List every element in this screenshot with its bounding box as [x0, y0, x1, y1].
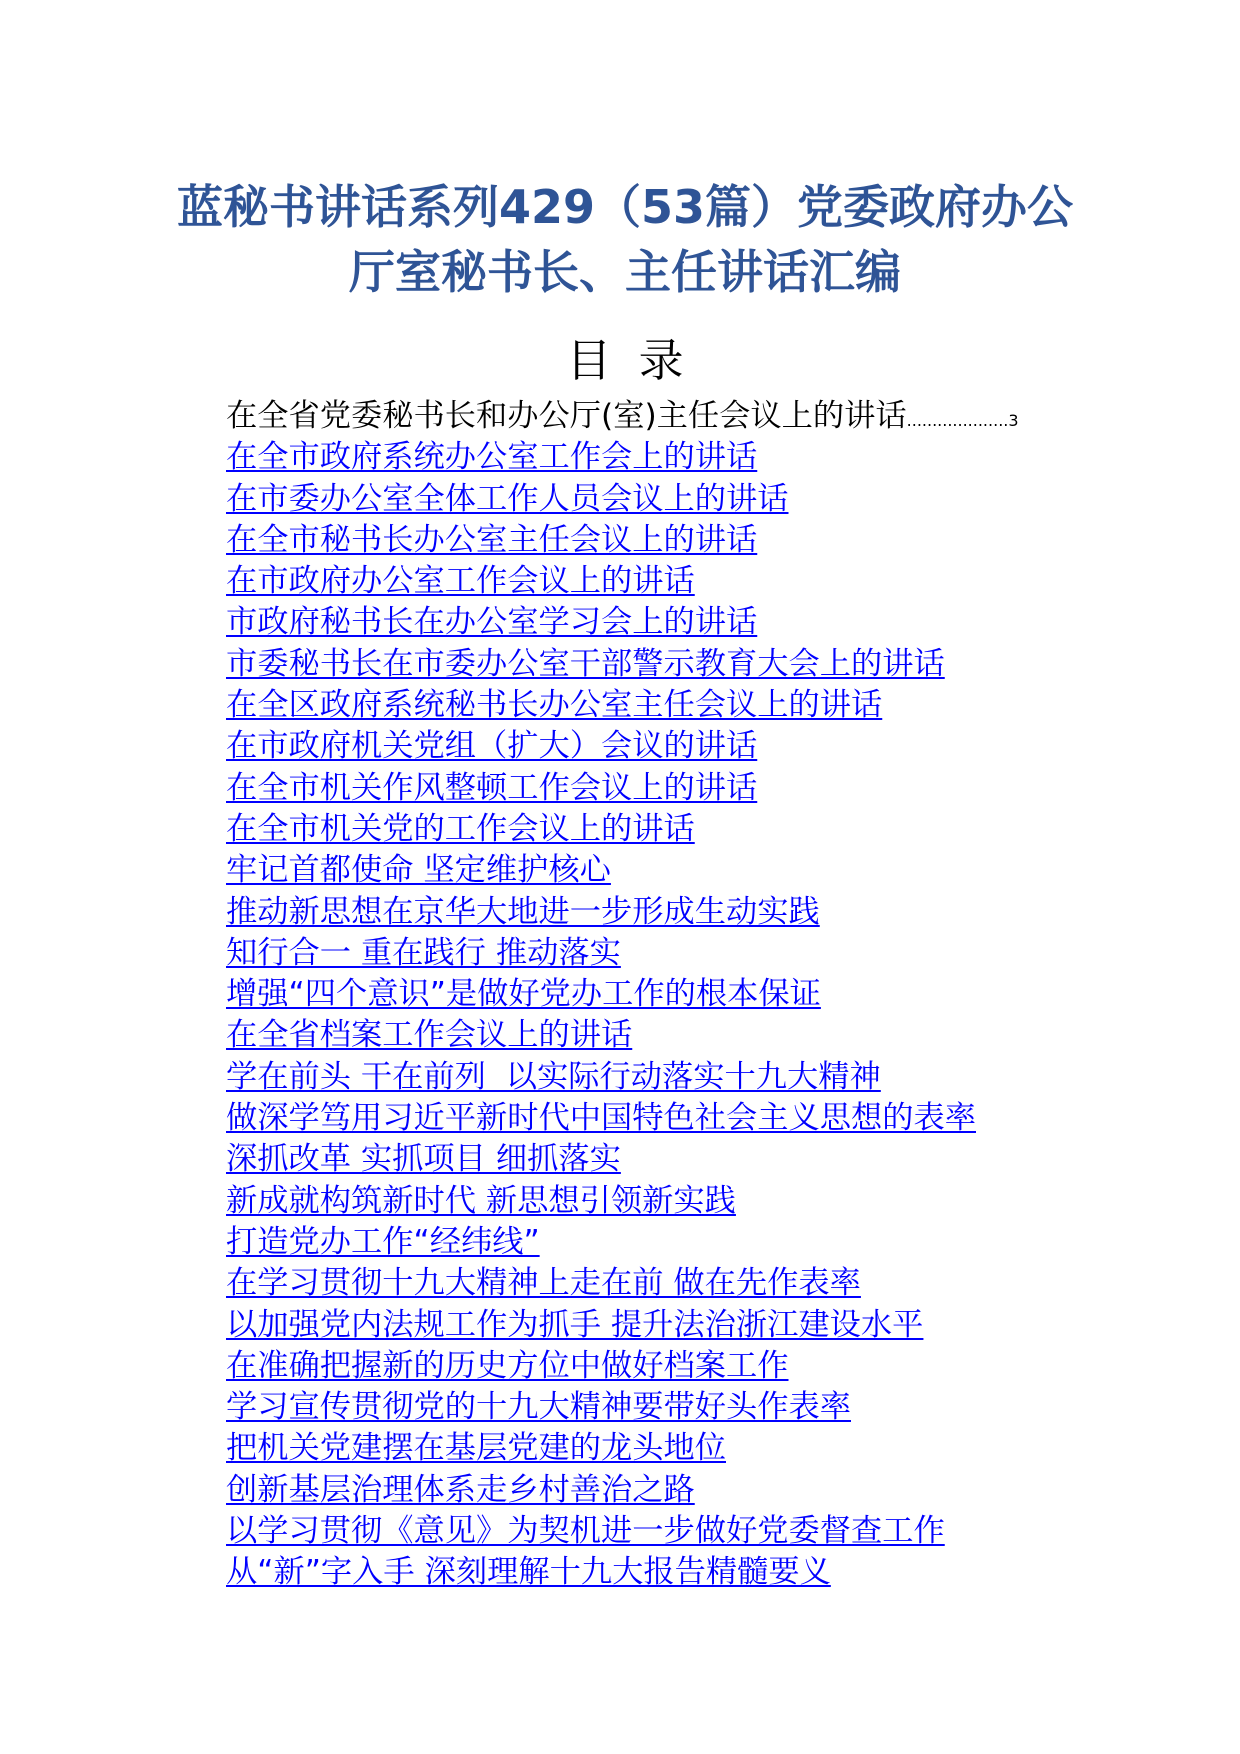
toc-entry-text: 在全省党委秘书长和办公厅(室)主任会议上的讲话 [226, 398, 907, 434]
toc-link[interactable]: 牢记首都使命 坚定维护核心 [226, 852, 611, 889]
toc-link[interactable]: 新成就构筑新时代 新思想引领新实践 [226, 1182, 736, 1219]
toc-link[interactable]: 深抓改革 实抓项目 细抓落实 [226, 1141, 621, 1178]
toc-link[interactable]: 推动新思想在京华大地进一步形成生动实践 [226, 893, 820, 930]
toc-link[interactable]: 在全省档案工作会议上的讲话 [226, 1017, 633, 1054]
toc-item [226, 809, 1226, 850]
toc-dot-leader: .................... [906, 411, 1009, 430]
toc-link[interactable]: 市政府秘书长在办公室学习会上的讲话 [226, 604, 758, 641]
toc-item [226, 892, 1226, 933]
toc-item [226, 437, 1226, 478]
toc-link[interactable]: 学习宣传贯彻党的十九大精神要带好头作表率 [226, 1389, 851, 1426]
toc-item [226, 1552, 1226, 1593]
toc-item [226, 1263, 1226, 1304]
document-title-line-2: 厅室秘书长、主任讲话汇编 [349, 245, 901, 299]
toc-item [226, 1346, 1226, 1387]
toc-link[interactable]: 创新基层治理体系走乡村善治之路 [226, 1471, 695, 1508]
toc-entry-with-page [226, 396, 1226, 437]
toc-link[interactable]: 增强“四个意识”是做好党办工作的根本保证 [226, 976, 821, 1013]
toc-item [226, 1181, 1226, 1222]
toc-item [226, 768, 1226, 809]
toc-link[interactable]: 在准确把握新的历史方位中做好档案工作 [226, 1347, 789, 1384]
toc-item [226, 1470, 1226, 1511]
toc-page-number: 3 [1008, 411, 1019, 430]
toc-item [226, 602, 1226, 643]
toc-item [226, 1511, 1226, 1552]
toc-item [226, 726, 1226, 767]
toc-item [226, 1057, 1226, 1098]
document-title [125, 175, 1125, 305]
toc-link[interactable]: 市委秘书长在市委办公室干部警示教育大会上的讲话 [226, 645, 945, 682]
toc-item [226, 685, 1226, 726]
toc-item [226, 479, 1226, 520]
toc-link[interactable]: 在学习贯彻十九大精神上走在前 做在先作表率 [226, 1265, 861, 1302]
toc-item [226, 1305, 1226, 1346]
toc-link[interactable]: 在全市政府系统办公室工作会上的讲话 [226, 439, 758, 476]
toc-link[interactable]: 在全区政府系统秘书长办公室主任会议上的讲话 [226, 687, 883, 724]
toc-item [226, 1428, 1226, 1469]
toc-item [226, 1139, 1226, 1180]
toc-link[interactable]: 把机关党建摆在基层党建的龙头地位 [226, 1430, 726, 1467]
toc-link[interactable]: 在市政府机关党组（扩大）会议的讲话 [226, 728, 758, 765]
toc-link[interactable]: 在全市机关党的工作会议上的讲话 [226, 810, 695, 847]
toc-link[interactable]: 在全市秘书长办公室主任会议上的讲话 [226, 521, 758, 558]
toc-link[interactable]: 做深学笃用习近平新时代中国特色社会主义思想的表率 [226, 1100, 976, 1137]
toc-item [226, 850, 1226, 891]
toc-link[interactable]: 以学习贯彻《意见》为契机进一步做好党委督查工作 [226, 1513, 945, 1550]
toc-item [226, 974, 1226, 1015]
toc-link[interactable]: 以加强党内法规工作为抓手 提升法治浙江建设水平 [226, 1306, 924, 1343]
toc-item [226, 933, 1226, 974]
toc-link[interactable]: 在全市机关作风整顿工作会议上的讲话 [226, 769, 758, 806]
toc-heading: 目 录 [566, 334, 684, 387]
toc-item [226, 561, 1226, 602]
toc-link[interactable]: 在市政府办公室工作会议上的讲话 [226, 563, 695, 600]
toc-item [226, 1222, 1226, 1263]
toc-link[interactable]: 知行合一 重在践行 推动落实 [226, 934, 621, 971]
toc-link[interactable]: 学在前头 干在前列 以实际行动落实十九大精神 [226, 1058, 881, 1095]
toc-link[interactable]: 在市委办公室全体工作人员会议上的讲话 [226, 480, 789, 517]
toc-item [226, 644, 1226, 685]
table-of-contents [226, 396, 1226, 1594]
toc-item [226, 1098, 1226, 1139]
toc-item [226, 1387, 1226, 1428]
toc-item [226, 520, 1226, 561]
document-title-line-1: 蓝秘书讲话系列429（53篇）党委政府办公 [176, 180, 1074, 234]
toc-link[interactable]: 打造党办工作“经纬线” [226, 1223, 540, 1260]
toc-link[interactable]: 从“新”字入手 深刻理解十九大报告精髓要义 [226, 1554, 831, 1591]
toc-item [226, 1015, 1226, 1056]
